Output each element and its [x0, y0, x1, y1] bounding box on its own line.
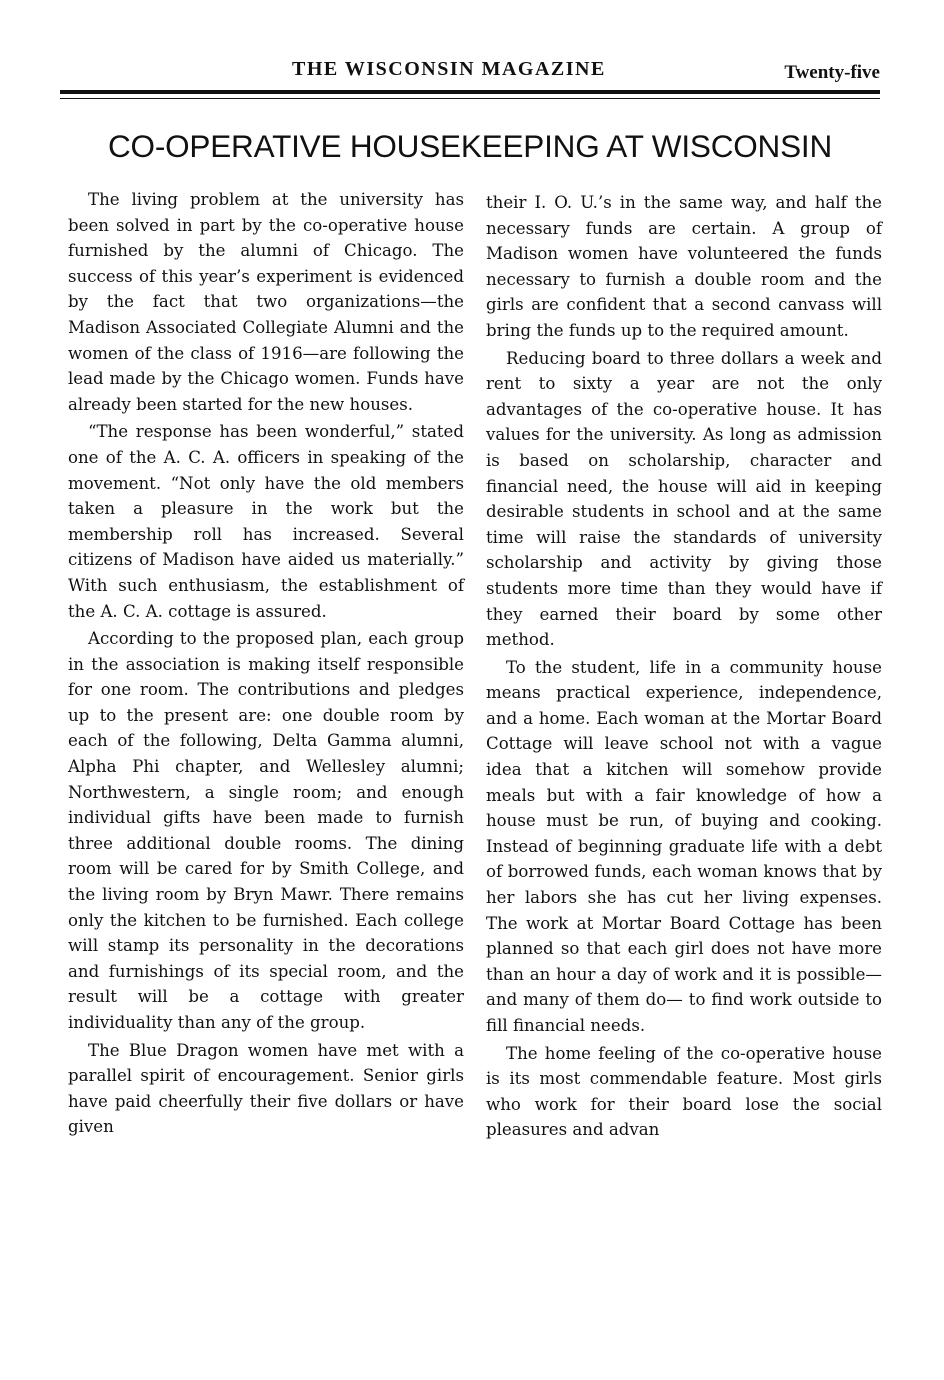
paragraph: According to the proposed plan, each group in the association is making itself responsible for one room. The contributions and pledges up to the present are: one double room by each of the following, Delta Gamma alumni, Alpha Phi chapter, and Wellesley alumni; Northwestern, a single room; and enough individual gifts have been made to furnish three additional double rooms. The dining room will be cared for by Smith College, and the living room by Bryn Mawr. There remains only the kitchen to be furnished. Each college will stamp its personality in the decorations and furnishings of its special room, and the result will be a cottage with greater individuality than any of the group.	[68, 629, 464, 1032]
left-column	[68, 187, 464, 1142]
right-column	[486, 190, 882, 1145]
page-number: Twenty-five	[784, 62, 880, 83]
paragraph: “The response has been wonderful,” stated one of the A. C. A. officers in speaking of the movement. “Not only have the old members taken a pleasure in the work but the membership roll has increased. Several citizens of Madison have aided us materially.” With such enthusiasm, the establishment of the A. C. A. cottage is assured.	[68, 422, 464, 621]
running-head	[60, 58, 880, 88]
article-title: CO-OPERATIVE HOUSEKEEPING AT WISCONSIN	[107, 128, 833, 164]
paragraph: The home feeling of the co-operative house is its most commendable feature. Most girls who work for their board lose the social pleasures and advan	[486, 1043, 882, 1140]
paragraph: The Blue Dragon women have met with a parallel spirit of encouragement. Senior girls have paid cheerfully their five dollars or have given	[68, 1040, 464, 1137]
paragraph: To the student, life in a community house means practical experience, independence, and a home. Each woman at the Mortar Board Cottage will leave school not with a vague idea that a kitchen will somehow provide meals but with a fair knowledge of how a house must be run, of buying and cooking. Instead of beginning graduate life with a debt of borrowed funds, each woman knows that by her labors she has cut her living expenses. The work at Mortar Board Cottage has been planned so that each girl does not have more than an hour a day of work and it is possible—and many of them do— to find work outside to fill financial needs.	[486, 657, 882, 1035]
header-rule-thin	[60, 98, 880, 99]
header-rule-thick	[60, 90, 880, 94]
paragraph: The living problem at the university has been solved in part by the co-operative house furnished by the alumni of Chicago. The success of this year’s experiment is evidenced by the fact that two organizations—the Madison Associated Collegiate Alumni and the women of the class of 1916—are following the lead made by the Chicago women. Funds have already been started for the new houses.	[68, 190, 464, 414]
paragraph: Reducing board to three dollars a week and rent to sixty a year are not the only advantages of the co-operative house. It has values for the university. As long as admission is based on scholarship, character and financial need, the house will aid in keeping desirable students in school and at the same time will raise the standards of university scholarship and activity by giving those students more time than they would have if they earned their board by some other method.	[486, 348, 882, 650]
magazine-name: THE WISCONSIN MAGAZINE	[292, 58, 606, 80]
paragraph-continued: their I. O. U.’s in the same way, and half the necessary funds are certain. A group of Madison women have volunteered the funds necessary to furnish a double room and the girls are confident that a second canvass will bring the funds up to the required amount.	[486, 193, 882, 340]
